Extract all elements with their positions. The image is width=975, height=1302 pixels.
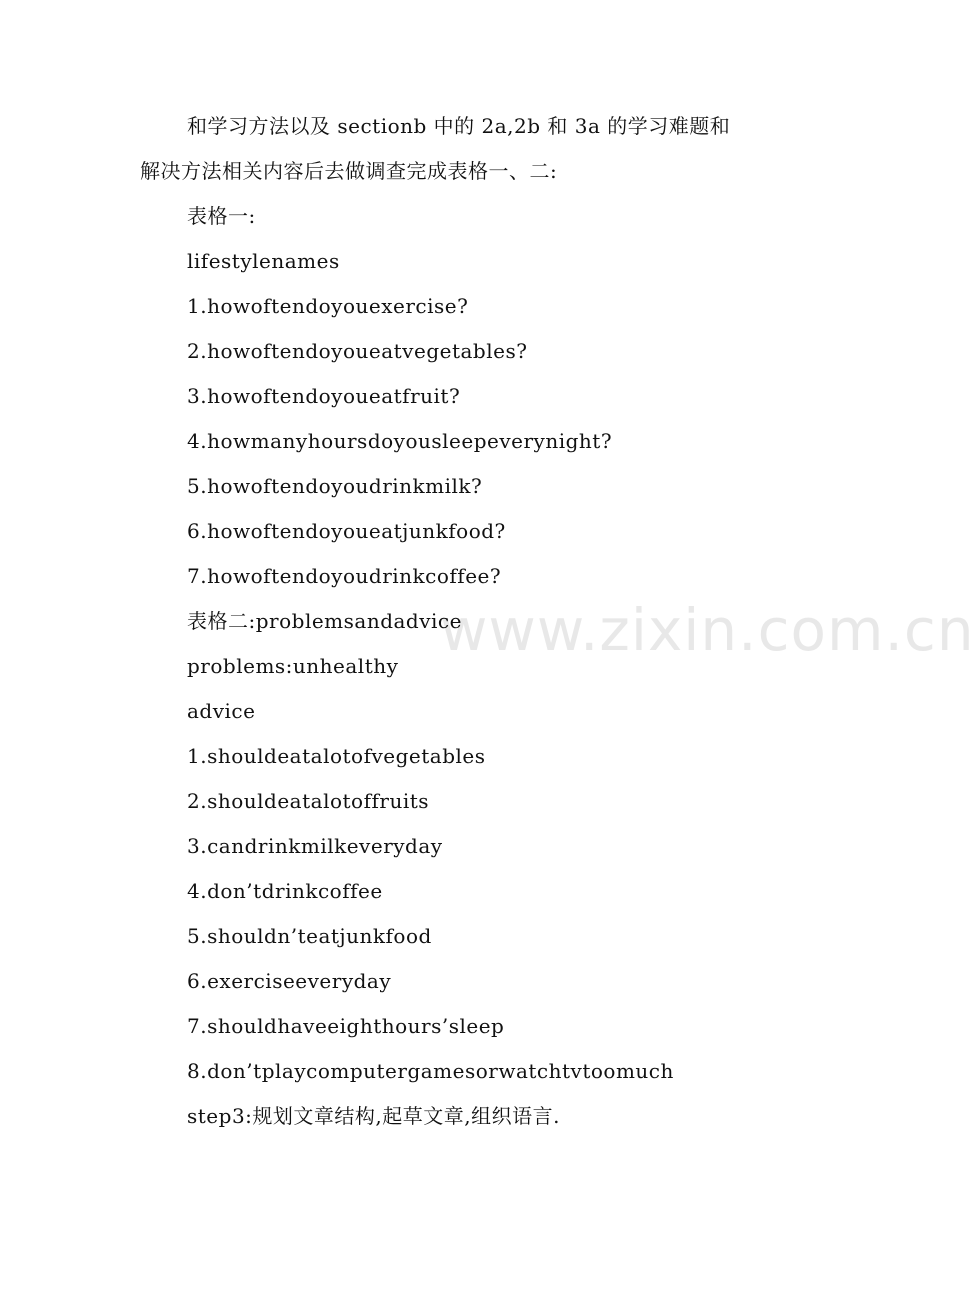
table1-item: 1.howoftendoyouexercise?	[187, 294, 469, 318]
advice-item: 8.don’tplaycomputergamesorwatchtvtoomuch	[187, 1059, 674, 1083]
advice-item: 2.shouldeatalotoffruits	[187, 789, 430, 813]
table2-heading: 表格二:problemsandadvice	[187, 609, 462, 633]
table1-item: 2.howoftendoyoueatvegetables?	[187, 339, 528, 363]
advice-item: 1.shouldeatalotofvegetables	[187, 744, 486, 768]
table1-item: 3.howoftendoyoueatfruit?	[187, 384, 461, 408]
advice-item: 3.candrinkmilkeveryday	[187, 834, 443, 858]
advice-item: 6.exerciseeveryday	[187, 969, 392, 993]
watermark: www.zixin.com.cn	[440, 596, 975, 664]
advice-item: 5.shouldn’teatjunkfood	[187, 924, 432, 948]
advice-label: advice	[187, 699, 256, 723]
advice-item: 4.don’tdrinkcoffee	[187, 879, 383, 903]
step3-line: step3:规划文章结构,起草文章,组织语言.	[187, 1104, 560, 1128]
table1-subheading: lifestylenames	[187, 249, 340, 273]
problems-line: problems:unhealthy	[187, 654, 399, 678]
table1-item: 5.howoftendoyoudrinkmilk?	[187, 474, 483, 498]
table1-item: 7.howoftendoyoudrinkcoffee?	[187, 564, 502, 588]
intro-line-1: 和学习方法以及 sectionb 中的 2a,2b 和 3a 的学习难题和	[187, 114, 731, 138]
intro-line-2: 解决方法相关内容后去做调查完成表格一、二:	[140, 159, 558, 183]
table1-item: 4.howmanyhoursdoyousleepeverynight?	[187, 429, 613, 453]
table1-item: 6.howoftendoyoueatjunkfood?	[187, 519, 506, 543]
table1-heading: 表格一:	[187, 204, 256, 228]
advice-item: 7.shouldhaveeighthours’sleep	[187, 1014, 505, 1038]
